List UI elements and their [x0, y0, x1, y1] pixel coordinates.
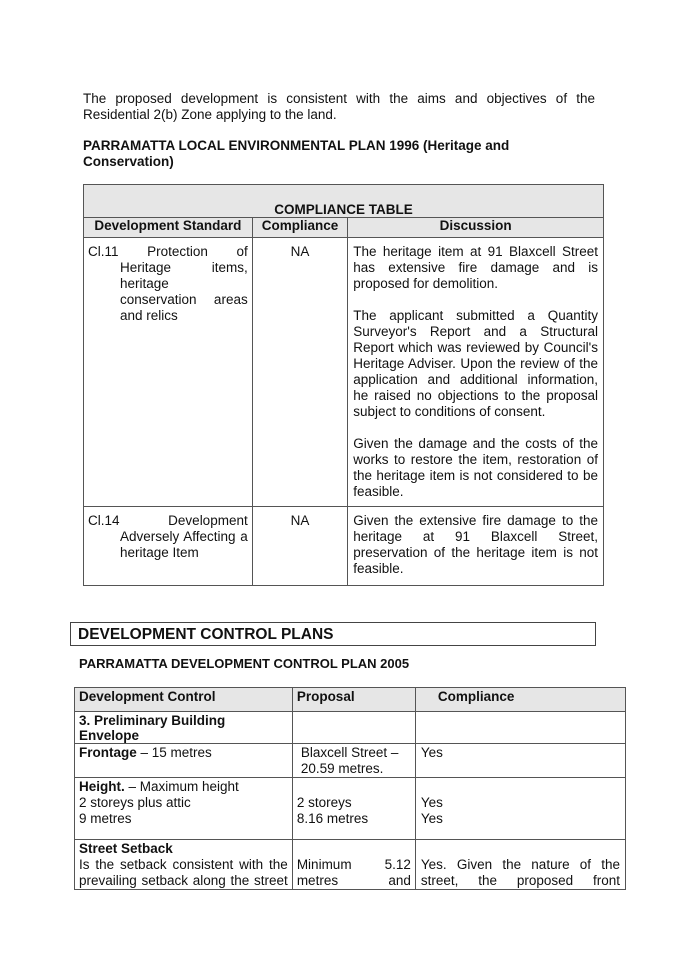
- dcp-table: [74, 687, 626, 890]
- intro-paragraph: The proposed development is consistent with the aims and objectives of the Residential 2(b) Zone applying to the land.: [83, 91, 595, 122]
- section-label: 3. Preliminary Building Envelope: [75, 712, 293, 744]
- standard-name: Adversely Affecting a heritage Item: [120, 529, 248, 560]
- compliance-table-title: COMPLIANCE TABLE: [84, 185, 604, 218]
- header-compliance: Compliance: [415, 688, 625, 712]
- header-compliance: Compliance: [252, 218, 348, 238]
- discussion-cell: [348, 507, 604, 586]
- standard-code: Cl.11 Protection of: [88, 244, 248, 259]
- standard-cell: [84, 238, 253, 507]
- header-development-standard: Development Standard: [84, 218, 253, 238]
- table-row: [84, 507, 604, 586]
- header-proposal: Proposal: [292, 688, 415, 712]
- setback-control: Street Setback Is the setback consistent with the prevailing setback along the street: [75, 840, 293, 890]
- frontage-control: Frontage – 15 metres: [75, 744, 293, 778]
- table-row: [75, 840, 626, 890]
- standard-cell: [84, 507, 253, 586]
- setback-compliance: Yes. Given the nature of the street, the proposed front: [415, 840, 625, 890]
- discussion-paragraph: Given the extensive fire damage to the heritage at 91 Blaxcell Street, preservation of the heritage item is not feasible.: [353, 513, 598, 576]
- height-proposal: 2 storeys 8.16 metres: [292, 778, 415, 840]
- compliance-value: NA: [252, 507, 348, 586]
- height-control: Height. – Maximum height 2 storeys plus attic 9 metres: [75, 778, 293, 840]
- standard-code: Cl.14 Development: [88, 513, 248, 528]
- standard-name: Heritage items, heritage conservation areas and relics: [120, 260, 248, 323]
- discussion-cell: [348, 238, 604, 507]
- table-row: [75, 744, 626, 778]
- discussion-paragraph: The applicant submitted a Quantity Surveyor's Report and a Structural Report which was reviewed by Council's Heritage Adviser. Upon the review of the application and additional information, he raised no objections to the proposal subject to conditions of consent.: [353, 308, 598, 419]
- discussion-paragraph: The heritage item at 91 Blaxcell Street has extensive fire damage and is proposed for demolition.: [353, 244, 598, 291]
- table-row: [75, 778, 626, 840]
- lep-heading: PARRAMATTA LOCAL ENVIRONMENTAL PLAN 1996 (Heritage and Conservation): [83, 138, 510, 169]
- dcp-section-title: DEVELOPMENT CONTROL PLANS: [70, 622, 596, 646]
- table-row: [84, 238, 604, 507]
- setback-proposal: Minimum 5.12 metres and: [292, 840, 415, 890]
- header-discussion: Discussion: [348, 218, 604, 238]
- header-development-control: Development Control: [75, 688, 293, 712]
- dcp-heading: PARRAMATTA DEVELOPMENT CONTROL PLAN 2005: [79, 656, 410, 671]
- height-compliance: Yes Yes: [415, 778, 625, 840]
- frontage-proposal: Blaxcell Street – 20.59 metres.: [292, 744, 415, 778]
- discussion-paragraph: Given the damage and the costs of the works to restore the item, restoration of the heritage item is not considered to be feasible.: [353, 436, 598, 499]
- table-row: [75, 712, 626, 744]
- frontage-compliance: Yes: [415, 744, 625, 778]
- compliance-table: [83, 184, 604, 586]
- compliance-value: NA: [252, 238, 348, 507]
